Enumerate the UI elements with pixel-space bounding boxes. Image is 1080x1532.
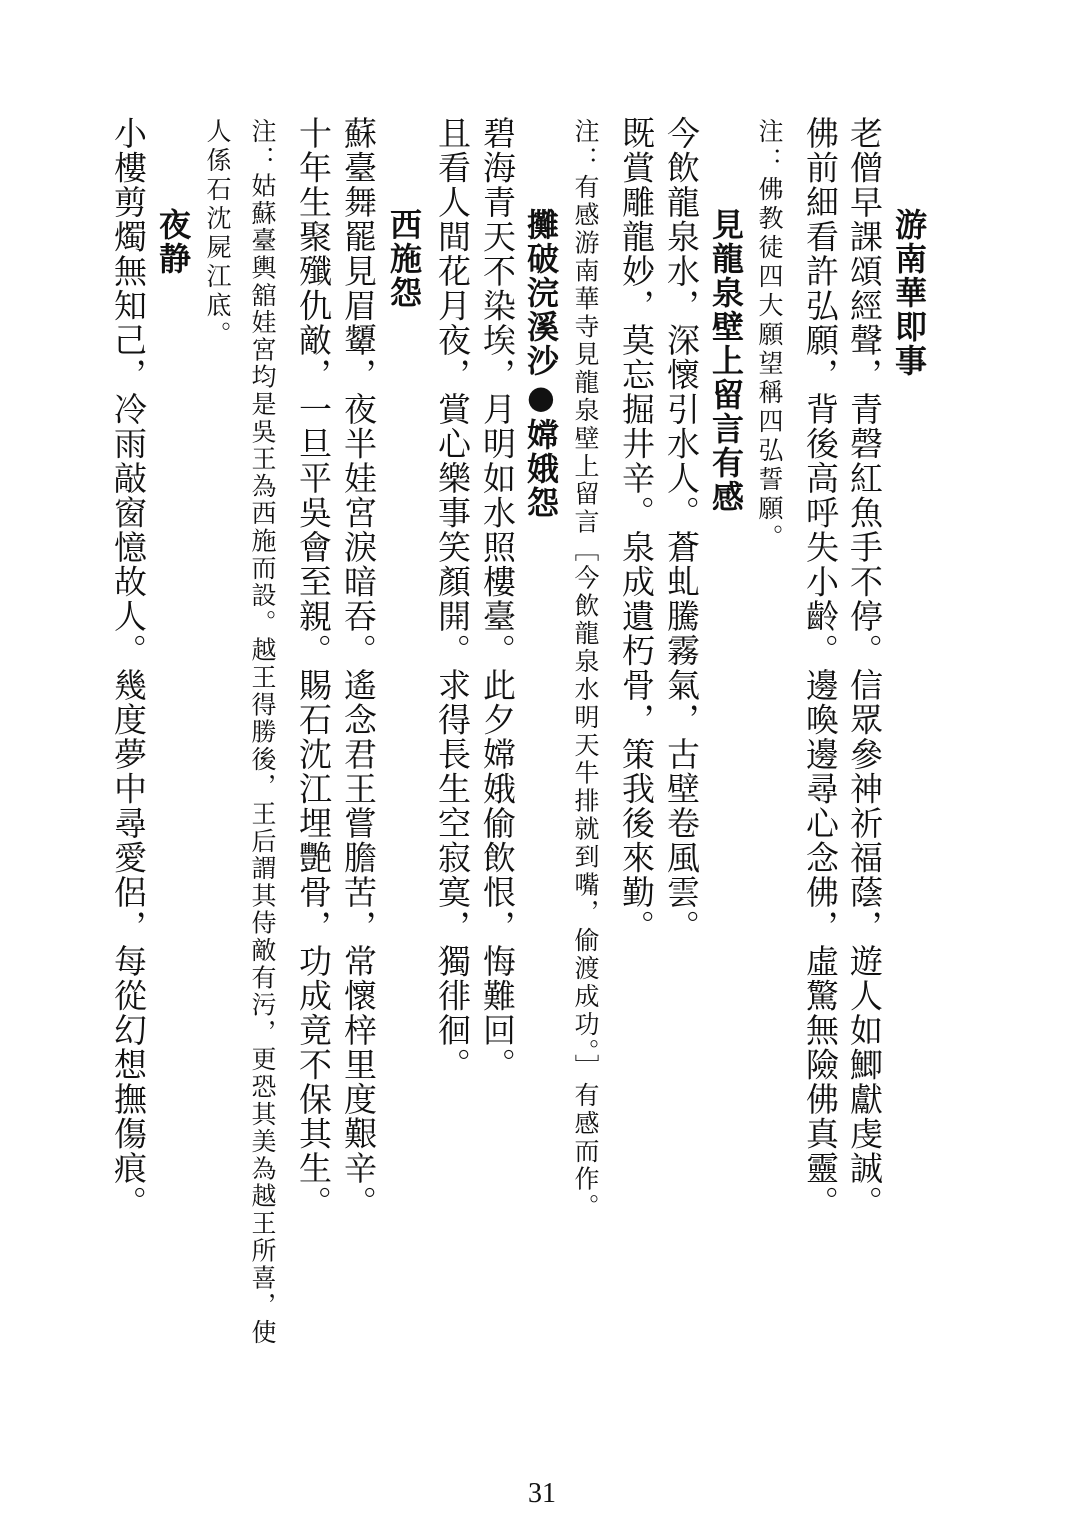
poem-title: 西施怨 [385,208,423,310]
poem-line: 小樓剪燭無知己，冷雨敲窗憶故人。幾度夢中尋愛侶，每從幻想撫傷痕。 [109,116,148,1220]
poem-note: 注：佛教徒四大願望稱四弘誓願。 [755,118,784,553]
page-number: 31 [528,1478,556,1509]
poem-line: 今飲龍泉水，深懷引水人。蒼虬騰霧氣，古壁卷風雲。 [662,116,701,944]
poem-note: 人係石沈屍江底。 [203,118,232,350]
poem-line: 碧海青天不染埃，月明如水照樓臺。此夕嫦娥偷飲恨，悔難回。 [478,116,517,1082]
poem-line: 老僧早課頌經聲，青磬紅魚手不停。信眾參神祈福蔭，遊人如鯽獻虔誠。 [845,116,884,1220]
poem-title: 見龍泉壁上留言有感 [707,208,745,514]
poem-note: 注：姑蘇臺輿舘娃宮均是吳王為西施而設。越王得勝後，王后謂其侍敵有污，更恐其美為越王所喜，使 [248,118,277,1347]
poem-note: 注：有感游南華寺見龍泉壁上留言［今飲龍泉水明天牛排就到嘴，偷渡成功。］有感而作。 [571,118,600,1222]
poem-title: 攤破浣溪沙●嫦娥怨 [522,208,560,520]
poem-line: 且看人間花月夜，賞心樂事笑顏開。求得長生空寂寞，獨徘徊。 [433,116,472,1082]
poem-line: 既賞雕龍妙，莫忘掘井辛。泉成遺朽骨，策我後來勤。 [617,116,656,944]
poem-line: 蘇臺舞罷見眉顰，夜半娃宮淚暗吞。遙念君王嘗膽苦，常懷梓里度艱辛。 [339,116,378,1220]
poem-line: 十年生聚殲仇敵，一旦平吳會至親。賜石沈江埋艷骨，功成竟不保其生。 [294,116,333,1220]
poem-title: 夜静 [154,208,192,276]
poem-line: 佛前細看許弘願，背後高呼失小齡。邊喚邊尋心念佛，虛驚無險佛真靈。 [801,116,840,1220]
poem-title: 游南華即事 [890,208,928,378]
